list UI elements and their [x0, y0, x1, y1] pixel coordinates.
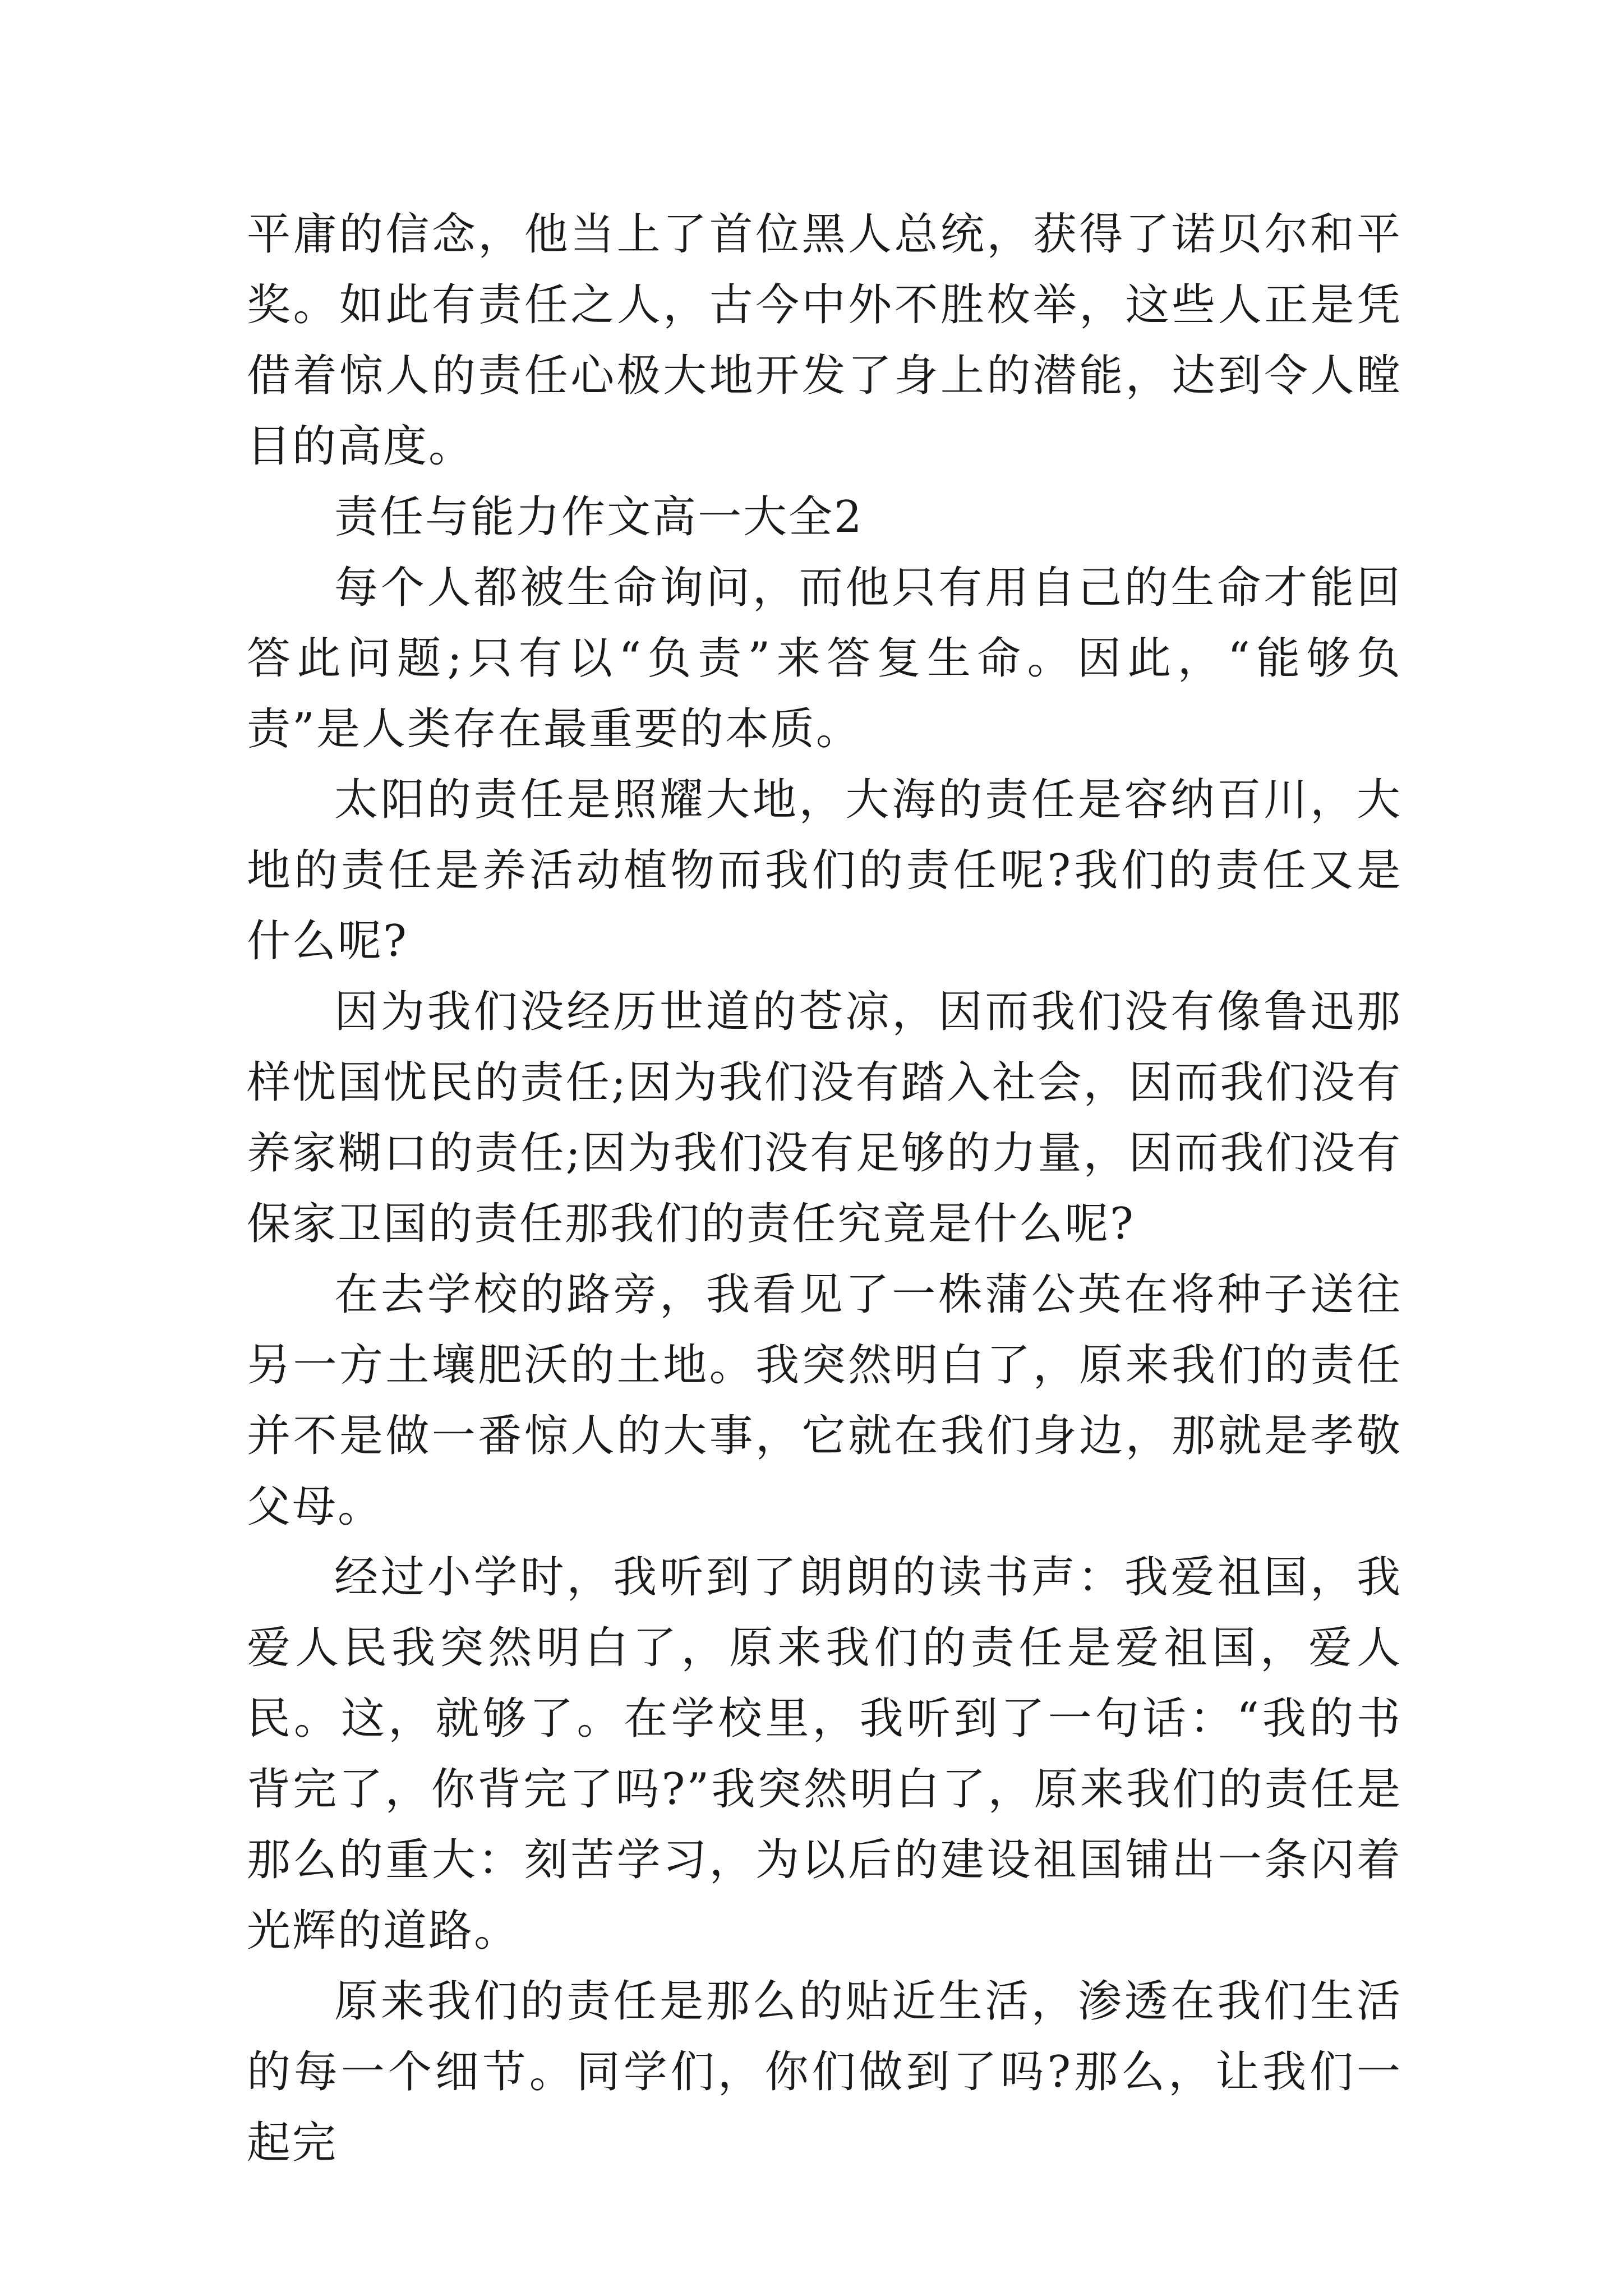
section-heading: 责任与能力作文高一大全2	[334, 492, 864, 542]
paragraph: 每个人都被生命询问，而他只有用自己的生命才能回答此问题;只有以“负责”来答复生命。因此，“能够负责”是人类存在最重要的本质。	[247, 563, 1402, 754]
document-body	[247, 199, 1402, 2178]
paragraph: 经过小学时，我听到了朗朗的读书声：我爱祖国，我爱人民我突然明白了，原来我们的责任是爱祖国，爱人民。这，就够了。在学校里，我听到了一句话：“我的书背完了，你背完了吗?”我突然明白了，原来我们的责任是那么的重大：刻苦学习，为以后的建设祖国铺出一条闪着光辉的道路。	[247, 1552, 1402, 1956]
paragraph: 太阳的责任是照耀大地，大海的责任是容纳百川，大地的责任是养活动植物而我们的责任呢?我们的责任又是什么呢?	[247, 775, 1402, 967]
paragraph-continuation: 平庸的信念，他当上了首位黑人总统，获得了诺贝尔和平奖。如此有责任之人，古今中外不胜枚举，这些人正是凭借着惊人的责任心极大地开发了身上的潜能，达到令人瞠目的高度。	[247, 209, 1402, 472]
paragraph: 在去学校的路旁，我看见了一株蒲公英在将种子送往另一方土壤肥沃的土地。我突然明白了，原来我们的责任并不是做一番惊人的大事，它就在我们身边，那就是孝敬父母。	[247, 1269, 1402, 1532]
paragraph: 因为我们没经历世道的苍凉，因而我们没有像鲁迅那样忧国忧民的责任;因为我们没有踏入社会，因而我们没有养家糊口的责任;因为我们没有足够的力量，因而我们没有保家卫国的责任那我们的责任究竟是什么呢?	[247, 987, 1402, 1249]
paragraph: 原来我们的责任是那么的贴近生活，渗透在我们生活的每一个细节。同学们，你们做到了吗?那么，让我们一起完	[247, 1976, 1402, 2168]
